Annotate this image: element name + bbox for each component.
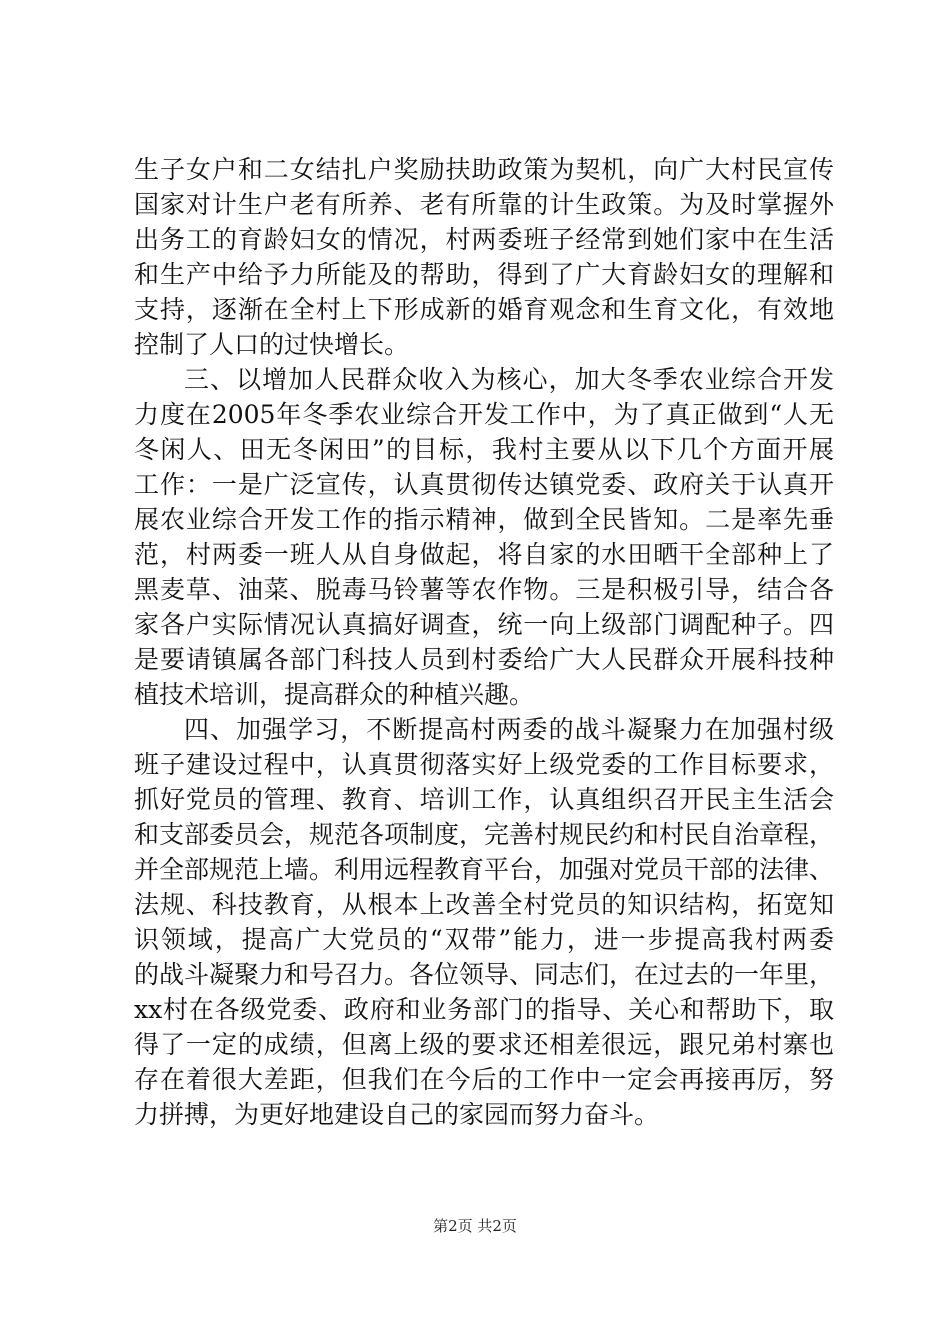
text-line: 家各户实际情况认真搞好调查，统一向上级部门调配种子。四: [134, 610, 834, 639]
text-line: 和生产中给予力所能及的帮助，得到了广大育龄妇女的理解和: [134, 260, 834, 289]
paragraph-heading-line: 三、以增加人民群众收入为核心，加大冬季农业综合开发: [184, 365, 834, 394]
text-line: 并全部规范上墙。利用远程教育平台，加强对党员干部的法律、: [134, 855, 835, 884]
paragraph-heading-line: 四、加强学习，不断提高村两委的战斗凝聚力在加强村级: [184, 715, 834, 744]
text-line: 班子建设过程中，认真贯彻落实好上级党委的工作目标要求，: [134, 750, 834, 779]
text-line: 的战斗凝聚力和号召力。各位领导、同志们，在过去的一年里，: [134, 960, 835, 989]
text-line: 生子女户和二女结扎户奖励扶助政策为契机，向广大村民宣传: [134, 155, 834, 184]
text-line: 出务工的育龄妇女的情况，村两委班子经常到她们家中在生活: [134, 225, 834, 254]
document-body: [134, 152, 834, 1132]
text-line: 力拼搏，为更好地建设自己的家园而努力奋斗。: [134, 1100, 660, 1129]
text-line: 法规、科技教育，从根本上改善全村党员的知识结构，拓宽知: [134, 890, 834, 919]
text-line: xx村在各级党委、政府和业务部门的指导、关心和帮助下，取: [134, 995, 834, 1024]
text-line: 国家对计生户老有所养、老有所靠的计生政策。为及时掌握外: [134, 190, 834, 219]
page-number-footer: 第2页 共2页: [433, 1217, 517, 1235]
text-line: 存在着很大差距，但我们在今后的工作中一定会再接再厉，努: [134, 1065, 834, 1094]
text-line: 范，村两委一班人从自身做起，将自家的水田晒干全部种上了: [134, 540, 834, 569]
text-line: 和支部委员会，规范各项制度，完善村规民约和村民自治章程，: [134, 820, 835, 849]
text-line: 控制了人口的过快增长。: [134, 330, 410, 359]
text-line: 植技术培训，提高群众的种植兴趣。: [134, 680, 535, 709]
text-line: 得了一定的成绩，但离上级的要求还相差很远，跟兄弟村寨也: [134, 1030, 834, 1059]
text-line: 抓好党员的管理、教育、培训工作，认真组织召开民主生活会: [134, 785, 834, 814]
text-line: 力度在2005年冬季农业综合开发工作中，为了真正做到“人无: [134, 400, 834, 429]
text-line: 工作：一是广泛宣传，认真贯彻传达镇党委、政府关于认真开: [134, 470, 834, 499]
text-line: 是要请镇属各部门科技人员到村委给广大人民群众开展科技种: [134, 645, 834, 674]
text-line: 黑麦草、油菜、脱毒马铃薯等农作物。三是积极引导，结合各: [134, 575, 834, 604]
text-line: 支持，逐渐在全村上下形成新的婚育观念和生育文化，有效地: [134, 295, 834, 324]
text-line: 展农业综合开发工作的指示精神，做到全民皆知。二是率先垂: [134, 505, 834, 534]
text-line: 识领域，提高广大党员的“双带”能力，进一步提高我村两委: [134, 925, 834, 954]
text-line: 冬闲人、田无冬闲田”的目标，我村主要从以下几个方面开展: [134, 435, 834, 464]
